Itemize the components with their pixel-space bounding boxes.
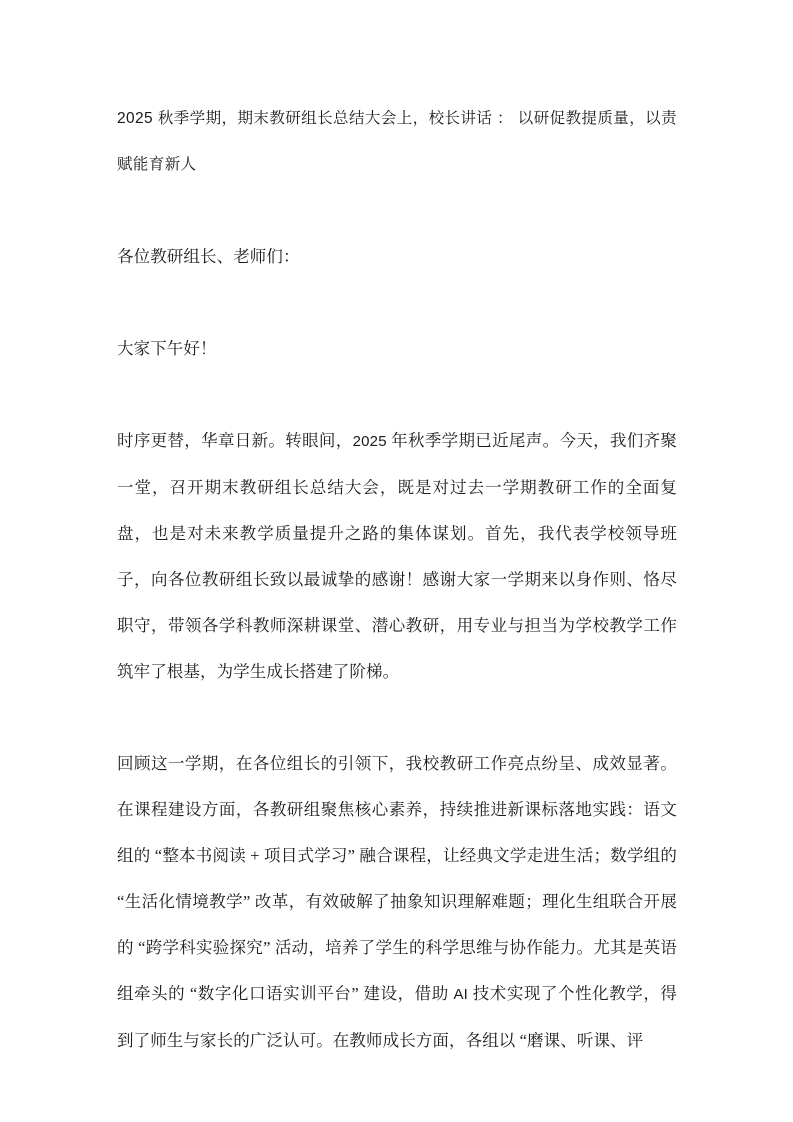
document-title: 2025 秋季学期，期末教研组长总结大会上，校长讲话 ： 以研促教提质量，以责赋能育新人: [117, 110, 677, 173]
spacer: [117, 372, 677, 418]
spacer: [117, 695, 677, 741]
greeting-line: 大家下午好！: [117, 339, 217, 358]
salutation-line: 各位教研组长、老师们：: [117, 247, 300, 266]
latin-run: 2025: [352, 433, 387, 450]
body-paragraph-2: 回顾这一学期，在各位组长的引领下，我校教研工作亮点纷呈、成效显著。在课程建设方面，各教研组聚焦核心素养，持续推进新课标落地实践：语文组的 “整本书阅读 + 项目式学习” 融合课程，让经典文学走进生活；数学组的 “生活化情境教学” 改革，有效破解了抽象知识理解难题；理化生组联合开展的 “跨学科实验探究” 活动，培养了学生的科学思维与协作能力。尤其是英语组牵头的 “数字化口语实训平台” 建设，借助 AI 技术实现了个性化教学，得到了师生与家长的广泛认可。在教师成长方面，各组以 “磨课、听课、评: [117, 754, 677, 1050]
body-paragraph-1: 时序更替，华章日新。转眼间，2025 年秋季学期已近尾声。今天，我们齐聚一堂，召开期末教研组长总结大会，既是对过去一学期教研工作的全面复盘，也是对未来教学质量提升之路的集体谋划。首先，我代表学校领导班子，向各位教研组长致以最诚挚的感谢！感谢大家一学期来以身作则、恪尽职守，带领各学科教师深耕课堂、潜心教研，用专业与担当为学校教学工作筑牢了根基，为学生成长搭建了阶梯。: [117, 431, 677, 681]
document-body: [117, 96, 677, 1064]
spacer: [117, 188, 677, 234]
latin-run: AI: [453, 986, 469, 1003]
spacer: [117, 280, 677, 326]
